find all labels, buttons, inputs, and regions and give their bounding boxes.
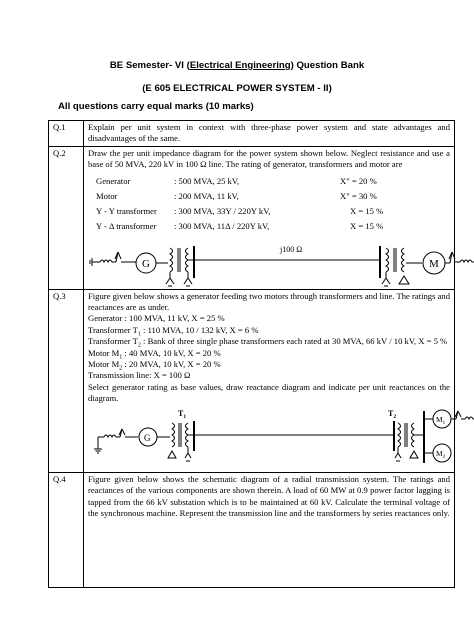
- question-row: [49, 289, 455, 472]
- transformer-icon: [166, 248, 192, 286]
- rating-value: : 300 MVA, 33Y / 220Y kV,: [174, 205, 271, 216]
- rating-reactance: X" = 30 %: [340, 190, 377, 201]
- question-table: [48, 120, 455, 588]
- question-number: Q.4: [49, 472, 84, 587]
- motor-m1-icon: [433, 410, 451, 428]
- question-row: [49, 472, 455, 587]
- motor2-spec: Motor $M_2$ : 20 MVA, 10 kV, X = 20 %: [88, 359, 221, 372]
- generator-label: G: [142, 257, 150, 270]
- motor-icon: [423, 252, 445, 274]
- transformer2-spec: Transformer $T_2$ : Bank of three single phase transformers each rated at 30 MVA, 66 kV / 10 kV, X = 5 %: [88, 336, 448, 349]
- generator-icon: [139, 428, 157, 446]
- rating-name: Motor: [96, 190, 118, 201]
- question-number: Q.3: [49, 289, 84, 472]
- motor-label: M: [429, 257, 439, 270]
- generator-label: G: [144, 432, 151, 443]
- motor-m2-icon: [433, 444, 451, 462]
- question-task: Select generator rating as base values, draw reactance diagram and indicate per unit reactances on the diagram.: [88, 381, 450, 404]
- rating-reactance: X = 15 %: [350, 220, 384, 231]
- rating-value: : 300 MVA, 11Δ / 220Y kV,: [174, 220, 270, 231]
- motor1-spec: Motor $M_1$ : 40 MVA, 10 kV, X = 20 %: [88, 347, 221, 361]
- rating-name: Y - Δ transformer: [96, 220, 157, 231]
- generator-icon: [136, 253, 156, 273]
- transformer-icon: [382, 248, 409, 286]
- rating-name: Y - Y transformer: [96, 205, 157, 216]
- rating-reactance: X" = 20 %: [340, 175, 377, 186]
- q3-circuit-diagram: [88, 407, 474, 471]
- m1-label: M: [436, 414, 443, 424]
- motor-ground-icon: [451, 411, 474, 423]
- transformer-t2-icon: [395, 423, 418, 461]
- svg-text:T1: $T_1$: [178, 408, 187, 420]
- ratings-list: [88, 176, 450, 236]
- rating-reactance: X = 15 %: [350, 205, 384, 216]
- marks-note: All questions carry equal marks (10 marks): [58, 101, 254, 112]
- header-title: BE Semester- VI (Electrical Engineering) Question Bank: [109, 60, 365, 71]
- question-text: Figure given below shows a generator feeding two motors through transformers and line. The ratings and reactances are as under.: [88, 290, 450, 313]
- q2-circuit-diagram: [88, 238, 474, 288]
- rating-value: : 200 MVA, 11 kV,: [174, 190, 239, 201]
- question-number: Q.1: [49, 121, 84, 147]
- generator-spec: Generator : 100 MVA, 11 kV, X = 25 %: [88, 313, 225, 324]
- rating-name: Generator: [96, 175, 131, 186]
- svg-text:M1: $M_1$: [436, 414, 446, 426]
- m2-label: M: [436, 448, 443, 458]
- t1-label: T: [178, 408, 184, 418]
- transformer1-spec: Transformer $T_1$ : 110 MVA, 10 / 132 kV, X = 6 %: [88, 324, 259, 338]
- department-name: Electrical Engineering: [189, 60, 291, 71]
- question-row: [49, 146, 455, 289]
- question-row: [49, 121, 455, 147]
- line-spec: Transmission line: X = 100 Ω: [88, 370, 191, 381]
- generator-ground-icon: [90, 252, 121, 266]
- line-impedance-label: j100 Ω: [280, 244, 303, 254]
- t2-label: T: [388, 408, 394, 418]
- transformer-t1-icon: [168, 423, 191, 461]
- question-text: Figure given below shows the schematic diagram of a radial transmission system. The ratings and reactances of the various components are shown therein. A load of 60 MW at 0.9 power factor lagging is tapped from the 66 kV substation which is to be maintained at 60 kV. Calculate the terminal voltage of the synchronous machine. Represent the transmission line and the transformers by series reactances only.: [84, 472, 455, 587]
- rating-value: : 500 MVA, 25 kV,: [174, 175, 240, 186]
- question-text: Explain per unit system in context with three-phase power system and state advantages and disadvantages of the same.: [84, 121, 455, 147]
- svg-text:T2: $T_2$: [388, 408, 397, 420]
- motor-ground-icon: [445, 252, 474, 266]
- generator-ground-icon: [94, 429, 125, 453]
- course-title: (E 605 ELECTRICAL POWER SYSTEM - II): [142, 83, 332, 94]
- question-text: Draw the per unit impedance diagram for the power system shown below. Neglect resistance and use a base of 50 MVA, 220 kV in 100 Ω line. The rating of generator, transformers and motor are: [88, 147, 450, 170]
- question-number: Q.2: [49, 146, 84, 289]
- svg-text:M2: $M_2$: [436, 448, 446, 460]
